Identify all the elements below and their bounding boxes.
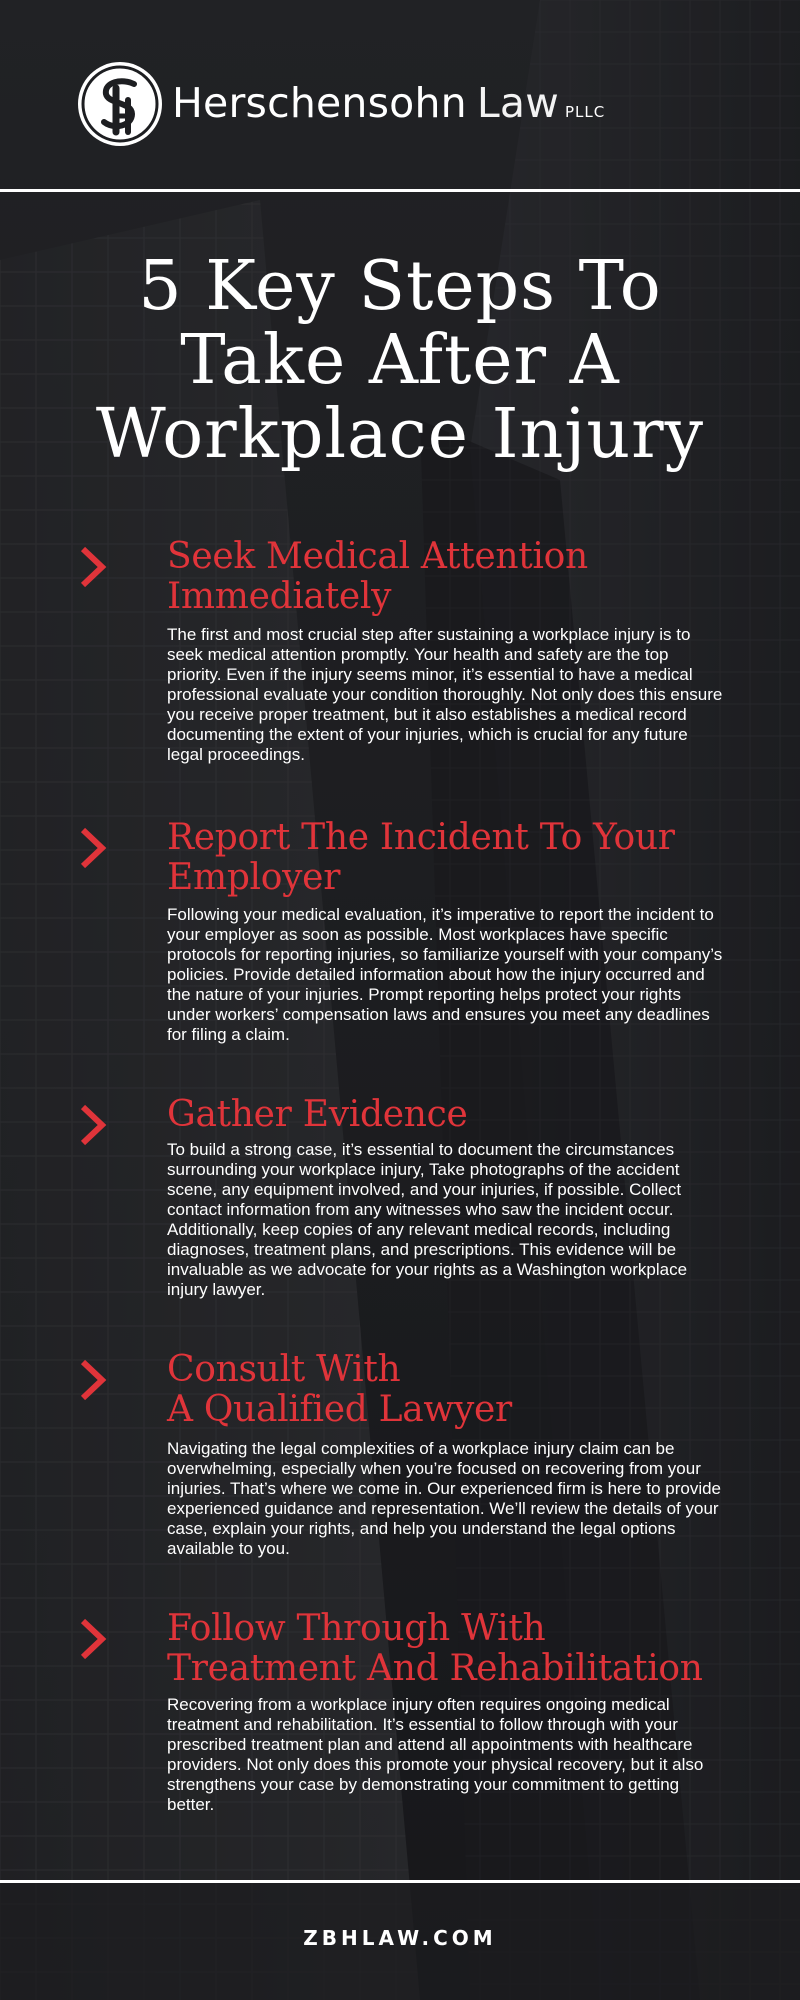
- step-title: [167, 818, 767, 898]
- step-title-line: Seek Medical Attention: [167, 536, 588, 577]
- step-title-line: Gather Evidence: [167, 1094, 468, 1135]
- site-header: [0, 0, 800, 190]
- chevron-right-icon: [78, 545, 108, 589]
- step-description: Recovering from a workplace injury often requires ongoing medical treatment and rehabilitation. It’s essential to follow through with your prescribed treatment plan and attend all appointments with healthcare providers. Not only does this promote your physical recovery, but it also strengthens your case by demonstrating your commitment to getting better.: [167, 1695, 704, 1814]
- step-description: To build a strong case, it’s essential to document the circumstances surrounding your workplace injury, Take photographs of the accident scene, any equipment involved, and your injuries, if possible. Collect contact information from any witnesses who saw the incident occur. Additionally, keep copies of any relevant medical records, including diagnoses, treatment plans, and prescriptions. This evidence will be invaluable as we advocate for your rights as a Washington workplace injury lawyer.: [167, 1140, 688, 1299]
- brand-name: Herschensohn: [172, 79, 467, 127]
- step-title-line: Employer: [167, 857, 341, 898]
- step-title-line: Immediately: [167, 576, 392, 617]
- logo-monogram-icon: [76, 60, 164, 148]
- header-divider: [0, 189, 800, 192]
- chevron-right-icon: [78, 1617, 108, 1661]
- website-link[interactable]: ZBHLAW.COM: [303, 1926, 497, 1950]
- step-title: [167, 537, 767, 617]
- chevron-right-icon: [78, 826, 108, 870]
- step-title: [167, 1350, 767, 1430]
- page-title-line: 5 Key Steps To: [138, 247, 662, 326]
- footer-divider: [0, 1880, 800, 1883]
- brand-wordmark: [172, 78, 605, 137]
- chevron-right-icon: [78, 1103, 108, 1147]
- step-title-line: Consult With: [167, 1349, 401, 1390]
- step-title: [167, 1095, 767, 1135]
- page-title: [40, 247, 760, 474]
- step-title-line: Report The Incident To Your: [167, 817, 675, 858]
- step-description: Following your medical evaluation, it’s imperative to report the incident to your employer as soon as possible. Most workplaces have specific protocols for reporting injuries, so familiarize yourself with your company’s policies. Provide detailed information about how the injury occurred and the nature of your injuries. Prompt reporting helps protect your rights under workers’ compensation laws and ensures you meet any deadlines for filing a claim.: [167, 905, 723, 1044]
- page-title-line: Take After A: [180, 321, 620, 400]
- chevron-right-icon: [78, 1358, 108, 1402]
- brand-law: Law: [476, 79, 559, 127]
- step-title-line: A Qualified Lawyer: [167, 1389, 512, 1430]
- step-title-line: Treatment And Rehabilitation: [167, 1648, 703, 1689]
- step-title: [167, 1609, 767, 1689]
- step-title-line: Follow Through With: [167, 1608, 546, 1649]
- page-title-line: Workplace Injury: [95, 395, 705, 474]
- brand-suffix: PLLC: [564, 103, 606, 121]
- step-description: The first and most crucial step after sustaining a workplace injury is to seek medical attention promptly. Your health and safety are the top priority. Even if the injury seems minor, it’s essential to have a medical professional evaluate your condition thoroughly. Not only does this ensure you receive proper treatment, but it also establishes a medical record documenting the extent of your injuries, which is crucial for any future legal proceedings.: [167, 625, 723, 764]
- step-description: Navigating the legal complexities of a workplace injury claim can be overwhelming, especially when you’re focused on recovering from your injuries. That’s where we come in. Our experienced firm is here to provide experienced guidance and representation. We’ll review the details of your case, explain your rights, and help you understand the legal options available to you.: [167, 1439, 722, 1558]
